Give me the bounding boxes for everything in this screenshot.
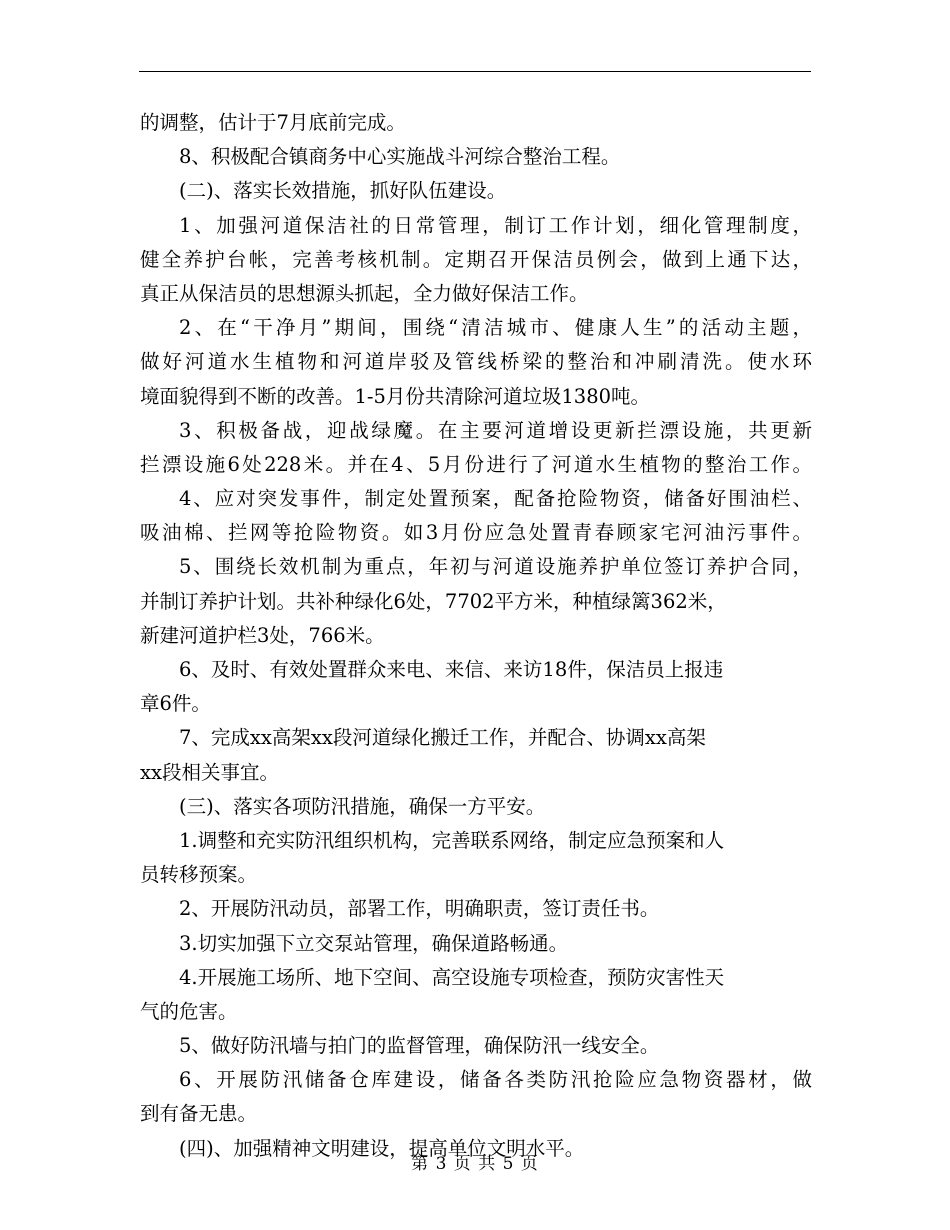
section-heading: (三)、落实各项防汛措施，确保一方平安。 — [179, 794, 546, 818]
text-line: 新建河道护栏3处，766米。 — [140, 623, 385, 647]
text-line: 5、围绕长效机制为重点，年初与河道设施养护单位签订养护合同， — [179, 555, 812, 579]
section-heading: (四)、加强精神文明建设，提高单位文明水平。 — [179, 1136, 585, 1160]
text-line: 1、加强河道保洁社的日常管理，制订工作计划，细化管理制度， — [179, 213, 812, 237]
page-number-footer: 第 3 页 共 5 页 — [411, 1154, 539, 1174]
text-line: 做好河道水生植物和河道岸驳及管线桥梁的整治和冲刷清洗。使水环 — [140, 350, 812, 374]
text-line: 6、及时、有效处置群众来电、来信、来访18件，保洁员上报违 — [179, 658, 724, 681]
text-line: 2、在“干净月”期间，围绕“清洁城市、健康人生”的活动主题， — [179, 316, 812, 340]
text-line: 员转移预案。 — [140, 863, 258, 887]
text-line: 3、积极备战，迎战绿魔。在主要河道增设更新拦漂设施，共更新 — [179, 418, 812, 442]
text-line: 真正从保洁员的思想源头抓起，全力做好保洁工作。 — [140, 281, 589, 305]
text-line: 7、完成xx高架xx段河道绿化搬迁工作，并配合、协调xx高架 — [179, 726, 706, 750]
text-line: 拦漂设施6处228米。并在4、5月份进行了河道水生植物的整治工作。 — [140, 452, 812, 476]
text-line: 2、开展防汛动员，部署工作，明确职责，签订责任书。 — [179, 897, 660, 921]
header-rule — [139, 71, 811, 72]
text-line: 章6件。 — [140, 692, 211, 716]
text-line: 吸油棉、拦网等抢险物资。如3月份应急处置青春顾家宅河油污事件。 — [140, 521, 812, 545]
document-body — [140, 106, 812, 1166]
text-line: 到有备无患。 — [140, 1102, 258, 1126]
text-line: 的调整，估计于7月底前完成。 — [140, 111, 406, 134]
text-line: 境面貌得到不断的改善。1-5月份共清除河道垃圾1380吨。 — [140, 384, 651, 408]
text-line: 1.调整和充实防汛组织机构，完善联系网络，制定应急预案和人 — [179, 828, 725, 852]
text-line: 3.切实加强下立交泵站管理，确保道路畅通。 — [179, 931, 569, 955]
text-line: 并制订养护计划。共补种绿化6处，7702平方米，种植绿篱362米， — [140, 589, 727, 613]
text-line: 4、应对突发事件，制定处置预案，配备抢险物资，储备好围油栏、 — [179, 487, 812, 511]
text-line: 健全养护台帐，完善考核机制。定期召开保洁员例会，做到上通下达， — [140, 247, 812, 271]
text-line: xx段相关事宜。 — [140, 760, 279, 784]
text-line: 气的危害。 — [140, 999, 238, 1023]
text-line: 8、积极配合镇商务中心实施战斗河综合整治工程。 — [179, 145, 621, 169]
section-heading: (二)、落实长效措施，抓好队伍建设。 — [179, 179, 507, 203]
text-line: 6、开展防汛储备仓库建设，储备各类防汛抢险应急物资器材，做 — [179, 1068, 812, 1092]
text-line: 4.开展施工场所、地下空间、高空设施专项检查，预防灾害性天 — [179, 965, 725, 989]
text-line: 5、做好防汛墙与拍门的监督管理，确保防汛一线安全。 — [179, 1034, 660, 1058]
